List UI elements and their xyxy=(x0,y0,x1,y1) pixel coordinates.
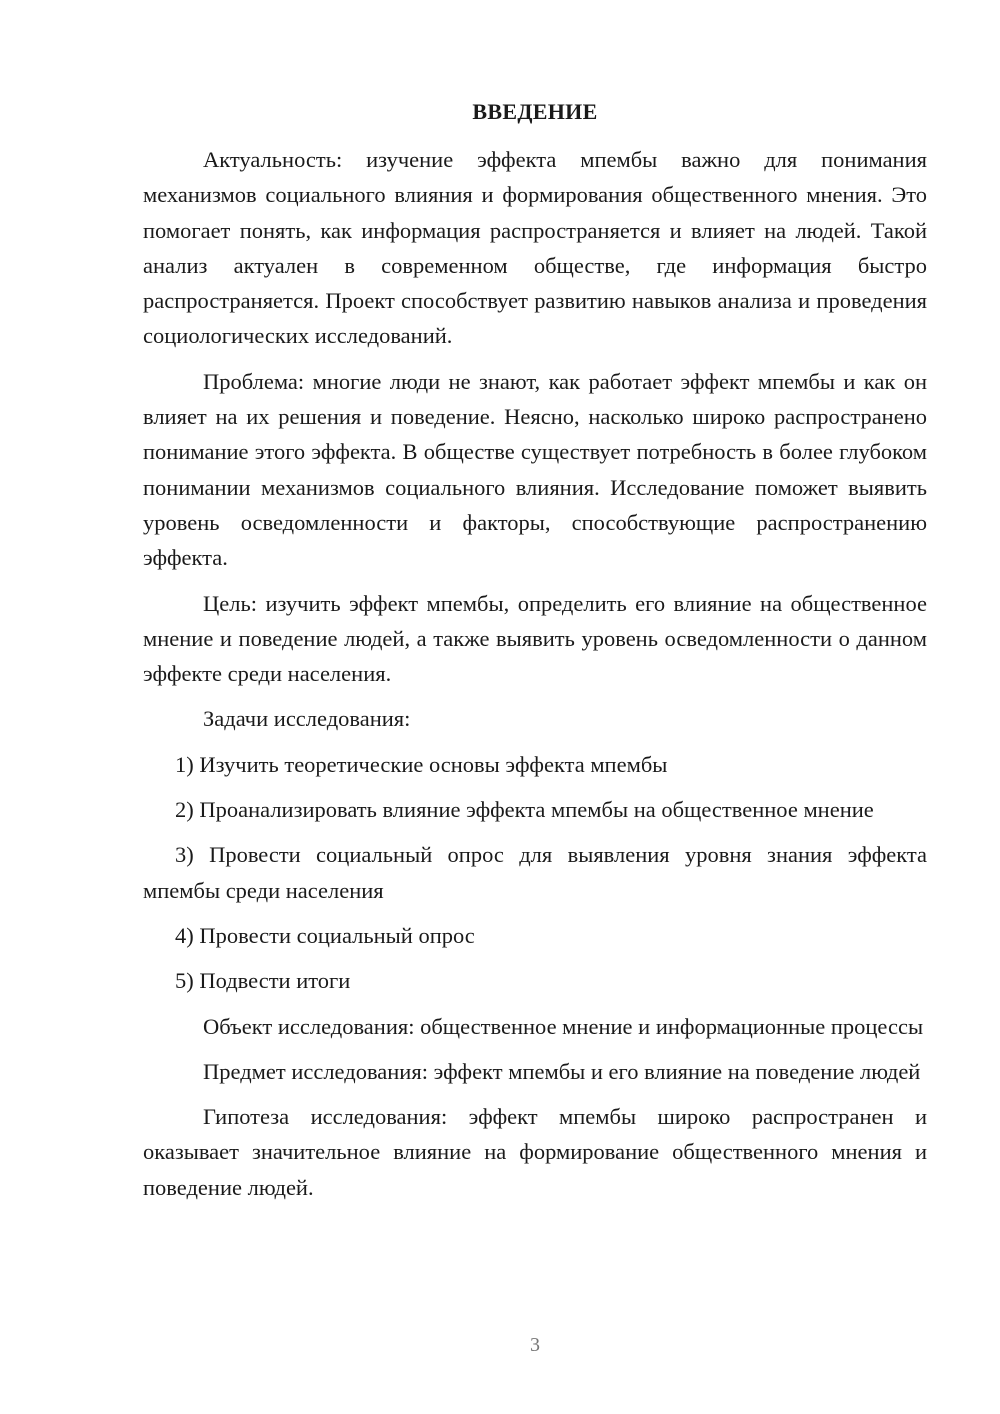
task-item-1: 1) Изучить теоретические основы эффекта мпембы xyxy=(175,751,668,777)
paragraph-problem: Проблема: многие люди не знают, как работает эффект мпембы и как он влияет на их решения и поведение. Неясно, насколько широко распространено понимание этого эффекта. В обществе существует потребность в более глубоком понимании механизмов социального влияния. Исследование поможет выявить уровень осведомленности и факторы, способствующие распространению эффекта. xyxy=(143,368,927,571)
section-heading: ВВЕДЕНИЕ xyxy=(472,99,598,124)
paragraph-subject: Предмет исследования: эффект мпембы и его влияние на поведение людей xyxy=(203,1058,921,1084)
task-item-3: 3) Провести социальный опрос для выявления уровня знания эффекта мпембы среди населения xyxy=(143,842,927,903)
paragraph-relevance: Актуальность: изучение эффекта мпембы важно для понимания механизмов социального влияния и формирования общественного мнения. Это помогает понять, как информация распространяется и влияет на людей. Такой анализ актуален в современном обществе, где информация быстро распространяется. Проект способствует развитию навыков анализа и проведения социологических исследований. xyxy=(143,147,927,349)
task-item-4: 4) Провести социальный опрос xyxy=(175,922,475,948)
paragraph-tasks-title: Задачи исследования: xyxy=(203,706,411,732)
page-number: 3 xyxy=(530,1334,540,1356)
task-item-2: 2) Проанализировать влияние эффекта мпембы на общественное мнение xyxy=(175,797,874,823)
paragraph-goal: Цель: изучить эффект мпембы, определить его влияние на общественное мнение и поведение людей, а также выявить уровень осведомленности о данном эффекте среди населения. xyxy=(143,590,927,687)
paragraph-hypothesis: Гипотеза исследования: эффект мпембы широко распространен и оказывает значительное влияние на формирование общественного мнения и поведение людей. xyxy=(143,1104,927,1200)
paragraph-object: Объект исследования: общественное мнение и информационные процессы xyxy=(203,1013,924,1039)
document-body xyxy=(143,142,927,1205)
task-item-5: 5) Подвести итоги xyxy=(175,968,351,994)
